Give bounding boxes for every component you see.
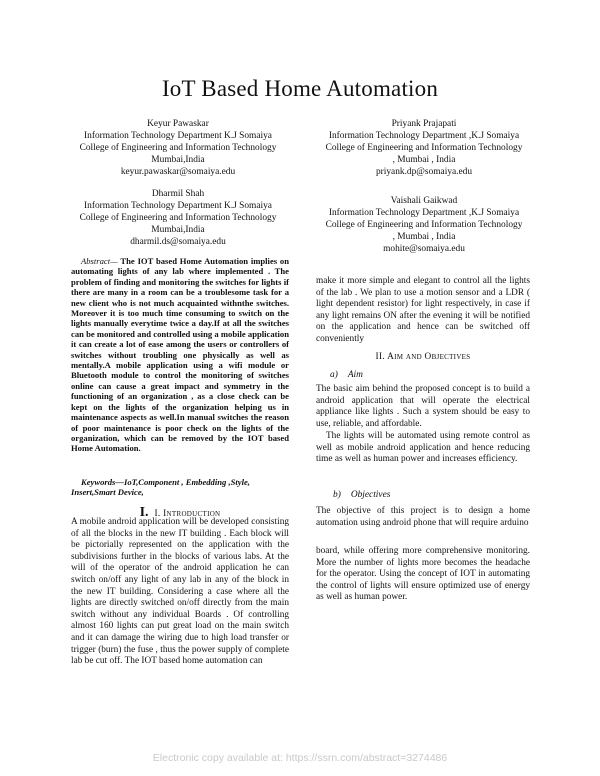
author-name: Priyank Prajapati (391, 119, 457, 129)
author-name: Keyur Pawaskar (147, 119, 209, 129)
aim-paragraph-1: The basic aim behind the proposed concept is to build a android application that will operate the electrical appliance like lights . Such a system should be easy to use, reliable, and affordable. (316, 384, 530, 429)
paper-title: IoT Based Home Automation (161, 76, 439, 101)
introduction-text: A mobile android application will be developed consisting of all the blocks in the new IT building . Each block will be pictorially represented on the application with the subdivisions further in the blocks of various labs. At the will of the operator of the android application he can switch on/off any light of any lab in any of the block in the new IT building. Considering a case where all the lights are directly switched on/off directly from the main switch without any individual Boards . Of controlling almost 160 lights can put great load on the main switch and it can damage the wiring due to high load transfer or trigger (burn) the fuse , thus the power supply of complete lab be cut off. The IOT based home automation can (71, 517, 289, 667)
subsection-title: Aim (347, 370, 363, 380)
objectives-paragraph-2: board, while offering more comprehensive monitoring. More the number of lights more becomes the headache for the operator. Using the concept of IOT in automating the control of lights will ensure optimized use of energy as well as human power. (316, 546, 530, 603)
introduction-continuation: make it more simple and elegant to control all the lights of the lab . We plan to use a motion sensor and a LDR ( light dependent resistor) for light respectively, in case if any light remains ON after the evening it will be notified on the application and hence can be switched off conveniently (316, 276, 530, 344)
author-college: College of Engineering and Information Technology (79, 143, 277, 153)
section-number: I. (139, 505, 149, 520)
author-block (309, 195, 539, 255)
abstract-label: Abstract— (81, 256, 118, 266)
subsection-number: a) (330, 370, 338, 380)
author-city: Mumbai,India (151, 155, 205, 165)
objectives-paragraph-1: The objective of this project is to design a home automation using android phone that will require arduino (316, 506, 530, 528)
abstract (71, 256, 289, 454)
author-block (63, 188, 293, 248)
subsection-title: Objectives (350, 490, 391, 500)
aim-paragraph-2: The lights will be automated using remote control as well as mobile android application and hence reducing time as well as human power and increases efficiency. (316, 431, 530, 465)
author-email[interactable]: dharmil.ds@somaiya.edu (130, 237, 226, 247)
section-heading-aim-objectives: II. Aim and Objectives (375, 352, 471, 362)
author-block (309, 118, 539, 178)
author-email[interactable]: keyur.pawaskar@somaiya.edu (120, 167, 236, 177)
author-college: College of Engineering and Information Technology (325, 143, 523, 153)
subsection-number: b) (333, 490, 341, 500)
abstract-text: The IOT based Home Automation implies on automating lights of any lab where implemented . The problem of finding and monitoring the switches for lights if there are many in a room can be a troublesome task for a new client who is not much acquainted withnthe switches. Moreover it is too much time consuming to switch on the lights manually everytime twice a day.If at all the switches can be monitored and controlled using a mobile application it can create a lot of ease among the users or controllers of switches without troubling one physically as well as mentally.A mobile application using a wifi module or Bluetooth module to control the monitoring of switches online can cause a great impact and symmetry in the functioning of an organization , as a close check can be kept on the lights of the organization helping us in maintenance aspects as well.In manual switches the reason of poor maintenance is poor check on the lights of the organization, which can be removed by the IOT based Home Automation. (71, 256, 289, 454)
author-department: Information Technology Department K.J Somaiya (84, 201, 272, 211)
author-email[interactable]: mohite@somaiya.edu (383, 244, 465, 254)
ssrn-footer-watermark: Electronic copy available at: https://ssrn.com/abstract=3274486 (152, 752, 448, 764)
author-college: College of Engineering and Information Technology (325, 220, 523, 230)
subsection-heading-aim (330, 370, 363, 380)
author-city: , Mumbai , India (392, 232, 456, 242)
author-department: Information Technology Department ,K.J Somaiya (328, 131, 520, 141)
author-college: College of Engineering and Information Technology (79, 213, 277, 223)
author-department: Information Technology Department ,K.J Somaiya (328, 208, 520, 218)
author-city: , Mumbai , India (392, 155, 456, 165)
keywords: Keywords—IoT,Component , Embedding ,Style, Insert,Smart Device, (71, 477, 250, 498)
subsection-heading-objectives (333, 490, 390, 500)
author-name: Dharmil Shah (151, 189, 205, 199)
author-department: Information Technology Department K.J Somaiya (84, 131, 272, 141)
author-email[interactable]: priyank.dp@somaiya.edu (375, 167, 473, 177)
author-block (63, 118, 293, 178)
author-city: Mumbai,India (151, 225, 205, 235)
author-name: Vaishali Gaikwad (390, 196, 458, 206)
section-title: I. Introduction (154, 509, 221, 519)
